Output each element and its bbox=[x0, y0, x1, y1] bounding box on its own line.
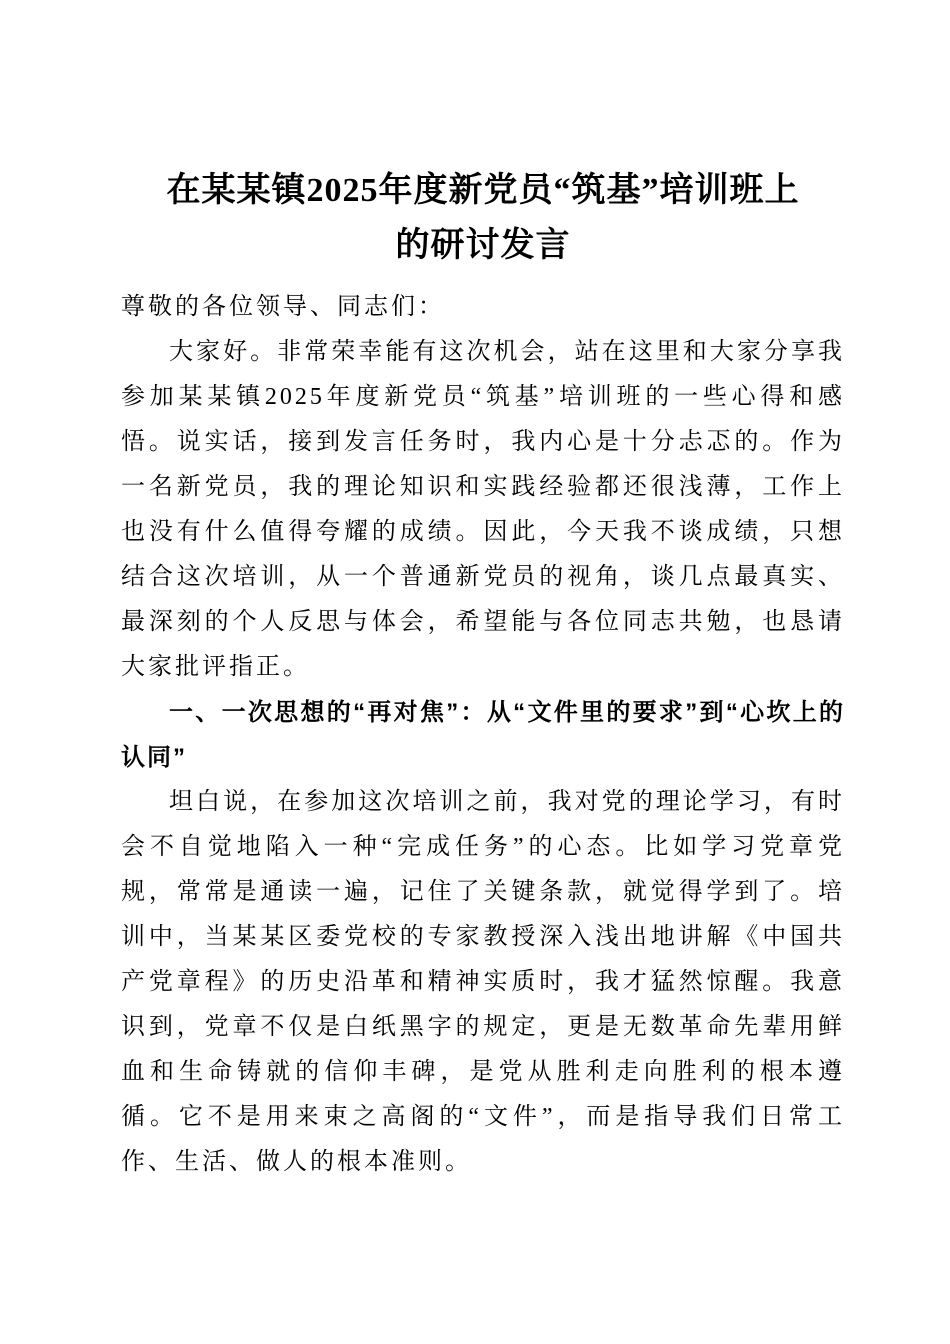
section-heading-1: 一、一次思想的“再对焦”：从“文件里的要求”到“心坎上的认同” bbox=[121, 699, 845, 771]
document-title-line-2: 的研讨发言 bbox=[395, 227, 571, 264]
document-title bbox=[121, 163, 845, 273]
salutation-line: 尊敬的各位领导、同志们： bbox=[121, 294, 445, 320]
paragraph-section-1: 坦白说，在参加这次培训之前，我对党的理论学习，有时会不自觉地陷入一种“完成任务”的心态。比如学习党章党规，常常是通读一遍，记住了关键条款，就觉得学到了。培训中，当某某区委党校的专家教授深入浅出地讲解《中国共产党章程》的历史沿革和精神实质时，我才猛然惊醒。我意识到，党章不仅是白纸黑字的规定，更是无数革命先辈用鲜血和生命铸就的信仰丰碑，是党从胜利走向胜利的根本遵循。它不是用来束之高阁的“文件”，而是指导我们日常工作、生活、做人的根本准则。 bbox=[121, 789, 845, 1175]
paragraph-opening: 大家好。非常荣幸能有这次机会，站在这里和大家分享我参加某某镇2025年度新党员“筑基”培训班的一些心得和感悟。说实话，接到发言任务时，我内心是十分忐忑的。作为一名新党员，我的理论知识和实践经验都还很浅薄，工作上也没有什么值得夸耀的成绩。因此，今天我不谈成绩，只想结合这次培训，从一个普通新党员的视角，谈几点最真实、最深刻的个人反思与体会，希望能与各位同志共勉，也恳请大家批评指正。 bbox=[121, 339, 845, 680]
document-title-line-1: 在某某镇2025年度新党员“筑基”培训班上 bbox=[166, 172, 800, 209]
document-content bbox=[121, 163, 845, 1185]
